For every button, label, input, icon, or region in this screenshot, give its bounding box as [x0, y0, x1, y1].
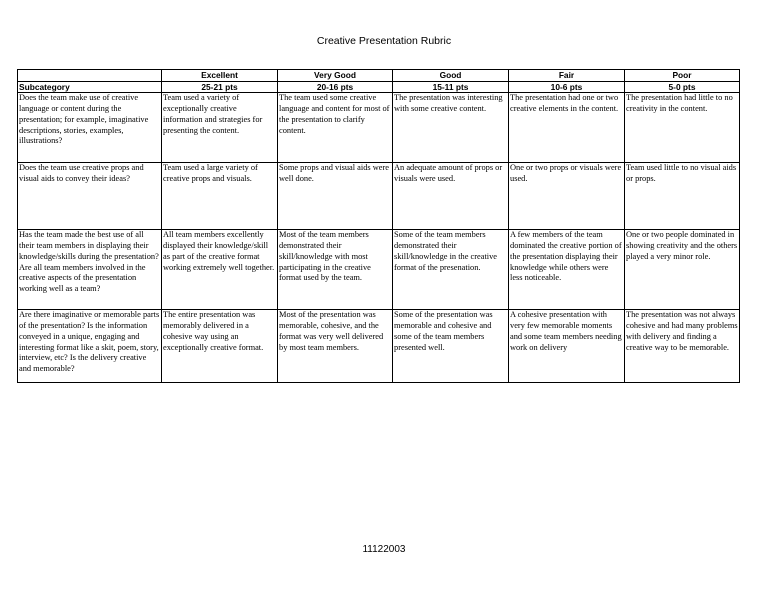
rubric-row [18, 163, 740, 230]
points-good: 15-11 pts [393, 81, 509, 93]
subcategory-question: Does the team use creative props and visual aids to convey their ideas? [18, 163, 162, 230]
subcategory-header: Subcategory [18, 81, 162, 93]
rubric-row [18, 230, 740, 310]
header-row-levels [18, 70, 740, 82]
level-fair: Fair [509, 70, 625, 82]
level-poor: Poor [625, 70, 740, 82]
subcategory-question: Are there imaginative or memorable parts of the presentation? Is the information conveyed in a unique, engaging and interesting format like a skit, poem, story, interview, etc? Is the delivery creative and memorable? [18, 310, 162, 383]
points-fair: 10-6 pts [509, 81, 625, 93]
points-poor: 5-0 pts [625, 81, 740, 93]
level-very-good: Very Good [278, 70, 393, 82]
rubric-cell-very-good: Most of the team members demonstrated their skill/knowledge with most participating in the creative format used by the team. [278, 230, 393, 310]
subcategory-question: Does the team make use of creative language or content during the presentation; for example, imaginative descriptions, stories, examples, illustrations? [18, 93, 162, 163]
rubric-cell-good: The presentation was interesting with some creative content. [393, 93, 509, 163]
rubric-cell-very-good: Some props and visual aids were well done. [278, 163, 393, 230]
rubric-cell-poor: One or two people dominated in showing creativity and the others played a very minor role. [625, 230, 740, 310]
rubric-cell-poor: Team used little to no visual aids or props. [625, 163, 740, 230]
points-excellent: 25-21 pts [162, 81, 278, 93]
page-title: Creative Presentation Rubric [316, 35, 452, 47]
rubric-row [18, 310, 740, 383]
level-excellent: Excellent [162, 70, 278, 82]
rubric-cell-fair: A few members of the team dominated the creative portion of the presentation displaying their knowledge while others were less noticeable. [509, 230, 625, 310]
page-footer-number: 11122003 [362, 544, 406, 555]
rubric-cell-very-good: The team used some creative language and content for most of the presentation to clarify content. [278, 93, 393, 163]
rubric-cell-poor: The presentation had little to no creativity in the content. [625, 93, 740, 163]
rubric-cell-good: Some of the presentation was memorable and cohesive and some of the team members presented well. [393, 310, 509, 383]
level-good: Good [393, 70, 509, 82]
points-very-good: 20-16 pts [278, 81, 393, 93]
header-blank-cell [18, 70, 162, 82]
rubric-cell-poor: The presentation was not always cohesive and had many problems with delivery and finding a creative way to be memorable. [625, 310, 740, 383]
header-row-points [18, 81, 740, 93]
rubric-cell-fair: A cohesive presentation with very few memorable moments and some team members needing work on delivery [509, 310, 625, 383]
rubric-cell-excellent: Team used a large variety of creative props and visuals. [162, 163, 278, 230]
rubric-row [18, 93, 740, 163]
rubric-cell-excellent: The entire presentation was memorably delivered in a cohesive way using an exceptionally creative format. [162, 310, 278, 383]
rubric-cell-very-good: Most of the presentation was memorable, cohesive, and the format was very well delivered by most team members. [278, 310, 393, 383]
rubric-cell-excellent: Team used a variety of exceptionally creative information and strategies for presenting the content. [162, 93, 278, 163]
subcategory-question: Has the team made the best use of all their team members in displaying their knowledge/skills during the presentation? Are all team members involved in the creative aspects of the presentation working well as a team? [18, 230, 162, 310]
rubric-cell-good: Some of the team members demonstrated their skill/knowledge in the creative format of the presenation. [393, 230, 509, 310]
rubric-cell-good: An adequate amount of props or visuals were used. [393, 163, 509, 230]
rubric-cell-fair: The presentation had one or two creative elements in the content. [509, 93, 625, 163]
rubric-cell-fair: One or two props or visuals were used. [509, 163, 625, 230]
rubric-cell-excellent: All team members excellently displayed their knowledge/skill as part of the creative format working extremely well together. [162, 230, 278, 310]
rubric-table [17, 69, 740, 383]
